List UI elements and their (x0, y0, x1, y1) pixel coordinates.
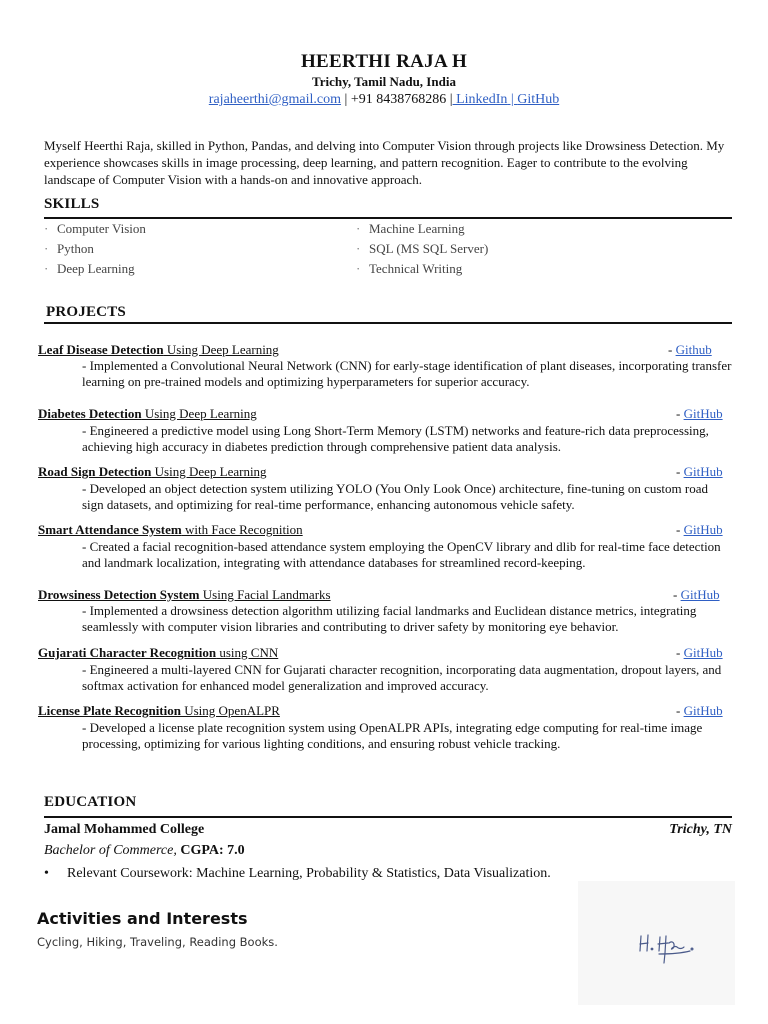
contact-separator: | (446, 92, 453, 107)
skill-item (44, 261, 135, 277)
project-name: Drowsiness Detection System (38, 587, 200, 602)
skill-item (356, 241, 488, 257)
project-description: - Implemented a drowsiness detection algorithm utilizing facial landmarks and Euclidean distance metrics, integrating seamlessly with computer vision libraries and contributing to driver safety by monitoring eye behavior. (82, 603, 697, 634)
project-github-link[interactable]: GitHub (683, 703, 723, 718)
project-description: - Engineered a predictive model using Long Short-Term Memory (LSTM) networks and feature-rich data preprocessing, achieving high accuracy in diabetes prediction through comprehensive patient data analysis. (82, 423, 709, 454)
project-subtitle: Using OpenALPR (180, 703, 280, 718)
bullet-icon: · (44, 241, 49, 256)
project-link-wrap (676, 522, 723, 538)
project-subtitle: Using Deep Learning (151, 464, 267, 479)
project-title (38, 406, 257, 422)
link-dash: - (676, 703, 684, 718)
school-location: Trichy, TN (669, 822, 732, 837)
project-name: Leaf Disease Detection (38, 342, 164, 357)
project-subtitle: Using Deep Learning (141, 406, 257, 421)
link-dash: - (673, 587, 681, 602)
skill-label: Machine Learning (369, 221, 465, 236)
project-subtitle: Using Facial Landmarks (199, 587, 331, 602)
contact-separator: | (507, 92, 518, 107)
contact-line (0, 92, 768, 108)
link-dash: - (676, 406, 684, 421)
skills-rule (44, 217, 732, 219)
resume-location: Trichy, Tamil Nadu, India (312, 74, 456, 89)
project-name: License Plate Recognition (38, 703, 181, 718)
degree-line (44, 843, 245, 859)
email-link[interactable]: rajaheerthi@gmail.com (208, 92, 342, 107)
skill-item (356, 221, 465, 237)
resume-name: HEERTHI RAJA H (300, 51, 468, 72)
skill-label: Python (57, 241, 94, 256)
project-github-link[interactable]: Github (675, 342, 712, 357)
contact-separator: | (341, 92, 351, 107)
bullet-icon: · (356, 261, 361, 276)
linkedin-link[interactable]: LinkedIn (452, 92, 508, 107)
skills-heading: SKILLS (44, 196, 100, 212)
bullet-icon: · (356, 221, 361, 236)
skill-label: Deep Learning (57, 261, 135, 276)
education-rule (44, 816, 732, 818)
phone-number: +91 8438768286 (350, 92, 447, 107)
projects-rule (44, 322, 732, 324)
project-github-link[interactable]: GitHub (683, 406, 723, 421)
project-subtitle: Using Deep Learning (163, 342, 279, 357)
signature-image (578, 881, 735, 1005)
link-dash: - (676, 645, 684, 660)
signature-box (578, 881, 735, 1005)
project-title (38, 342, 279, 358)
project-subtitle: with Face Recognition (181, 522, 303, 537)
project-description: - Engineered a multi-layered CNN for Gujarati character recognition, incorporating data augmentation, dropout layers, and softmax activation for enhanced model generalization and improved accuracy. (82, 662, 722, 693)
skill-label: Technical Writing (369, 261, 463, 276)
summary-paragraph: Myself Heerthi Raja, skilled in Python, Pandas, and delving into Computer Vision through projects like Drowsiness Detection. My experience showcases skills in image processing, deep learning, and pattern recognition. Eager to contribute to the evolving landscape of Computer Vision with a hands-on and innovative approach. (44, 138, 725, 187)
link-dash: - (676, 522, 684, 537)
skill-item (44, 241, 94, 257)
project-title (38, 645, 278, 661)
project-description: - Developed an object detection system utilizing YOLO (You Only Look Once) architecture, fine-tuning on custom road sign datasets, and optimizing for real-time performance, enhancing autonomous vehicle safety. (82, 481, 709, 512)
degree-name: Bachelor of Commerce, (44, 843, 177, 858)
project-title (38, 587, 331, 603)
project-subtitle: using CNN (216, 645, 279, 660)
project-description: - Implemented a Convolutional Neural Network (CNN) for early-stage identification of plant diseases, incorporating transfer learning on pre-trained models and optimizing hyperparameters for superior accuracy. (82, 358, 732, 389)
project-link-wrap (676, 406, 723, 422)
education-heading: EDUCATION (44, 794, 137, 810)
project-name: Road Sign Detection (38, 464, 152, 479)
project-github-link[interactable]: GitHub (683, 522, 723, 537)
activities-text: Cycling, Hiking, Traveling, Reading Books. (37, 935, 278, 949)
link-dash: - (668, 342, 676, 357)
skill-item (356, 261, 462, 277)
project-name: Diabetes Detection (38, 406, 142, 421)
coursework-item (44, 866, 551, 882)
link-dash: - (676, 464, 684, 479)
project-name: Gujarati Character Recognition (38, 645, 217, 660)
bullet-icon: · (44, 221, 49, 236)
project-title (38, 703, 280, 719)
cgpa: CGPA: 7.0 (176, 843, 245, 858)
school-name: Jamal Mohammed College (44, 822, 205, 837)
skill-label: SQL (MS SQL Server) (369, 241, 489, 256)
project-github-link[interactable]: GitHub (683, 645, 723, 660)
project-link-wrap (676, 464, 723, 480)
project-link-wrap (673, 587, 720, 603)
project-title (38, 464, 267, 480)
project-github-link[interactable]: GitHub (683, 464, 723, 479)
activities-heading: Activities and Interests (37, 909, 248, 928)
skill-item (44, 221, 146, 237)
project-name: Smart Attendance System (38, 522, 182, 537)
bullet-icon: · (44, 261, 49, 276)
skill-label: Computer Vision (57, 221, 146, 236)
project-github-link[interactable]: GitHub (680, 587, 720, 602)
project-link-wrap (676, 703, 723, 719)
bullet-icon: · (356, 241, 361, 256)
project-description: - Created a facial recognition-based attendance system employing the OpenCV library and dlib for real-time face detection and landmark localization, integrating with attendance databases for streamlined record-keeping. (82, 539, 721, 570)
github-link[interactable]: GitHub (517, 92, 560, 107)
bullet-icon: • (44, 866, 49, 881)
project-link-wrap (676, 645, 723, 661)
projects-heading: PROJECTS (46, 304, 126, 320)
project-title (38, 522, 303, 538)
project-link-wrap (668, 342, 712, 358)
project-description: - Developed a license plate recognition system using OpenALPR APIs, integrating edge computing for real-time image processing, optimizing for various lighting conditions, and ensuring robust vehicle tracking. (82, 720, 703, 751)
coursework-text: Relevant Coursework: Machine Learning, Probability & Statistics, Data Visualization. (67, 866, 551, 881)
